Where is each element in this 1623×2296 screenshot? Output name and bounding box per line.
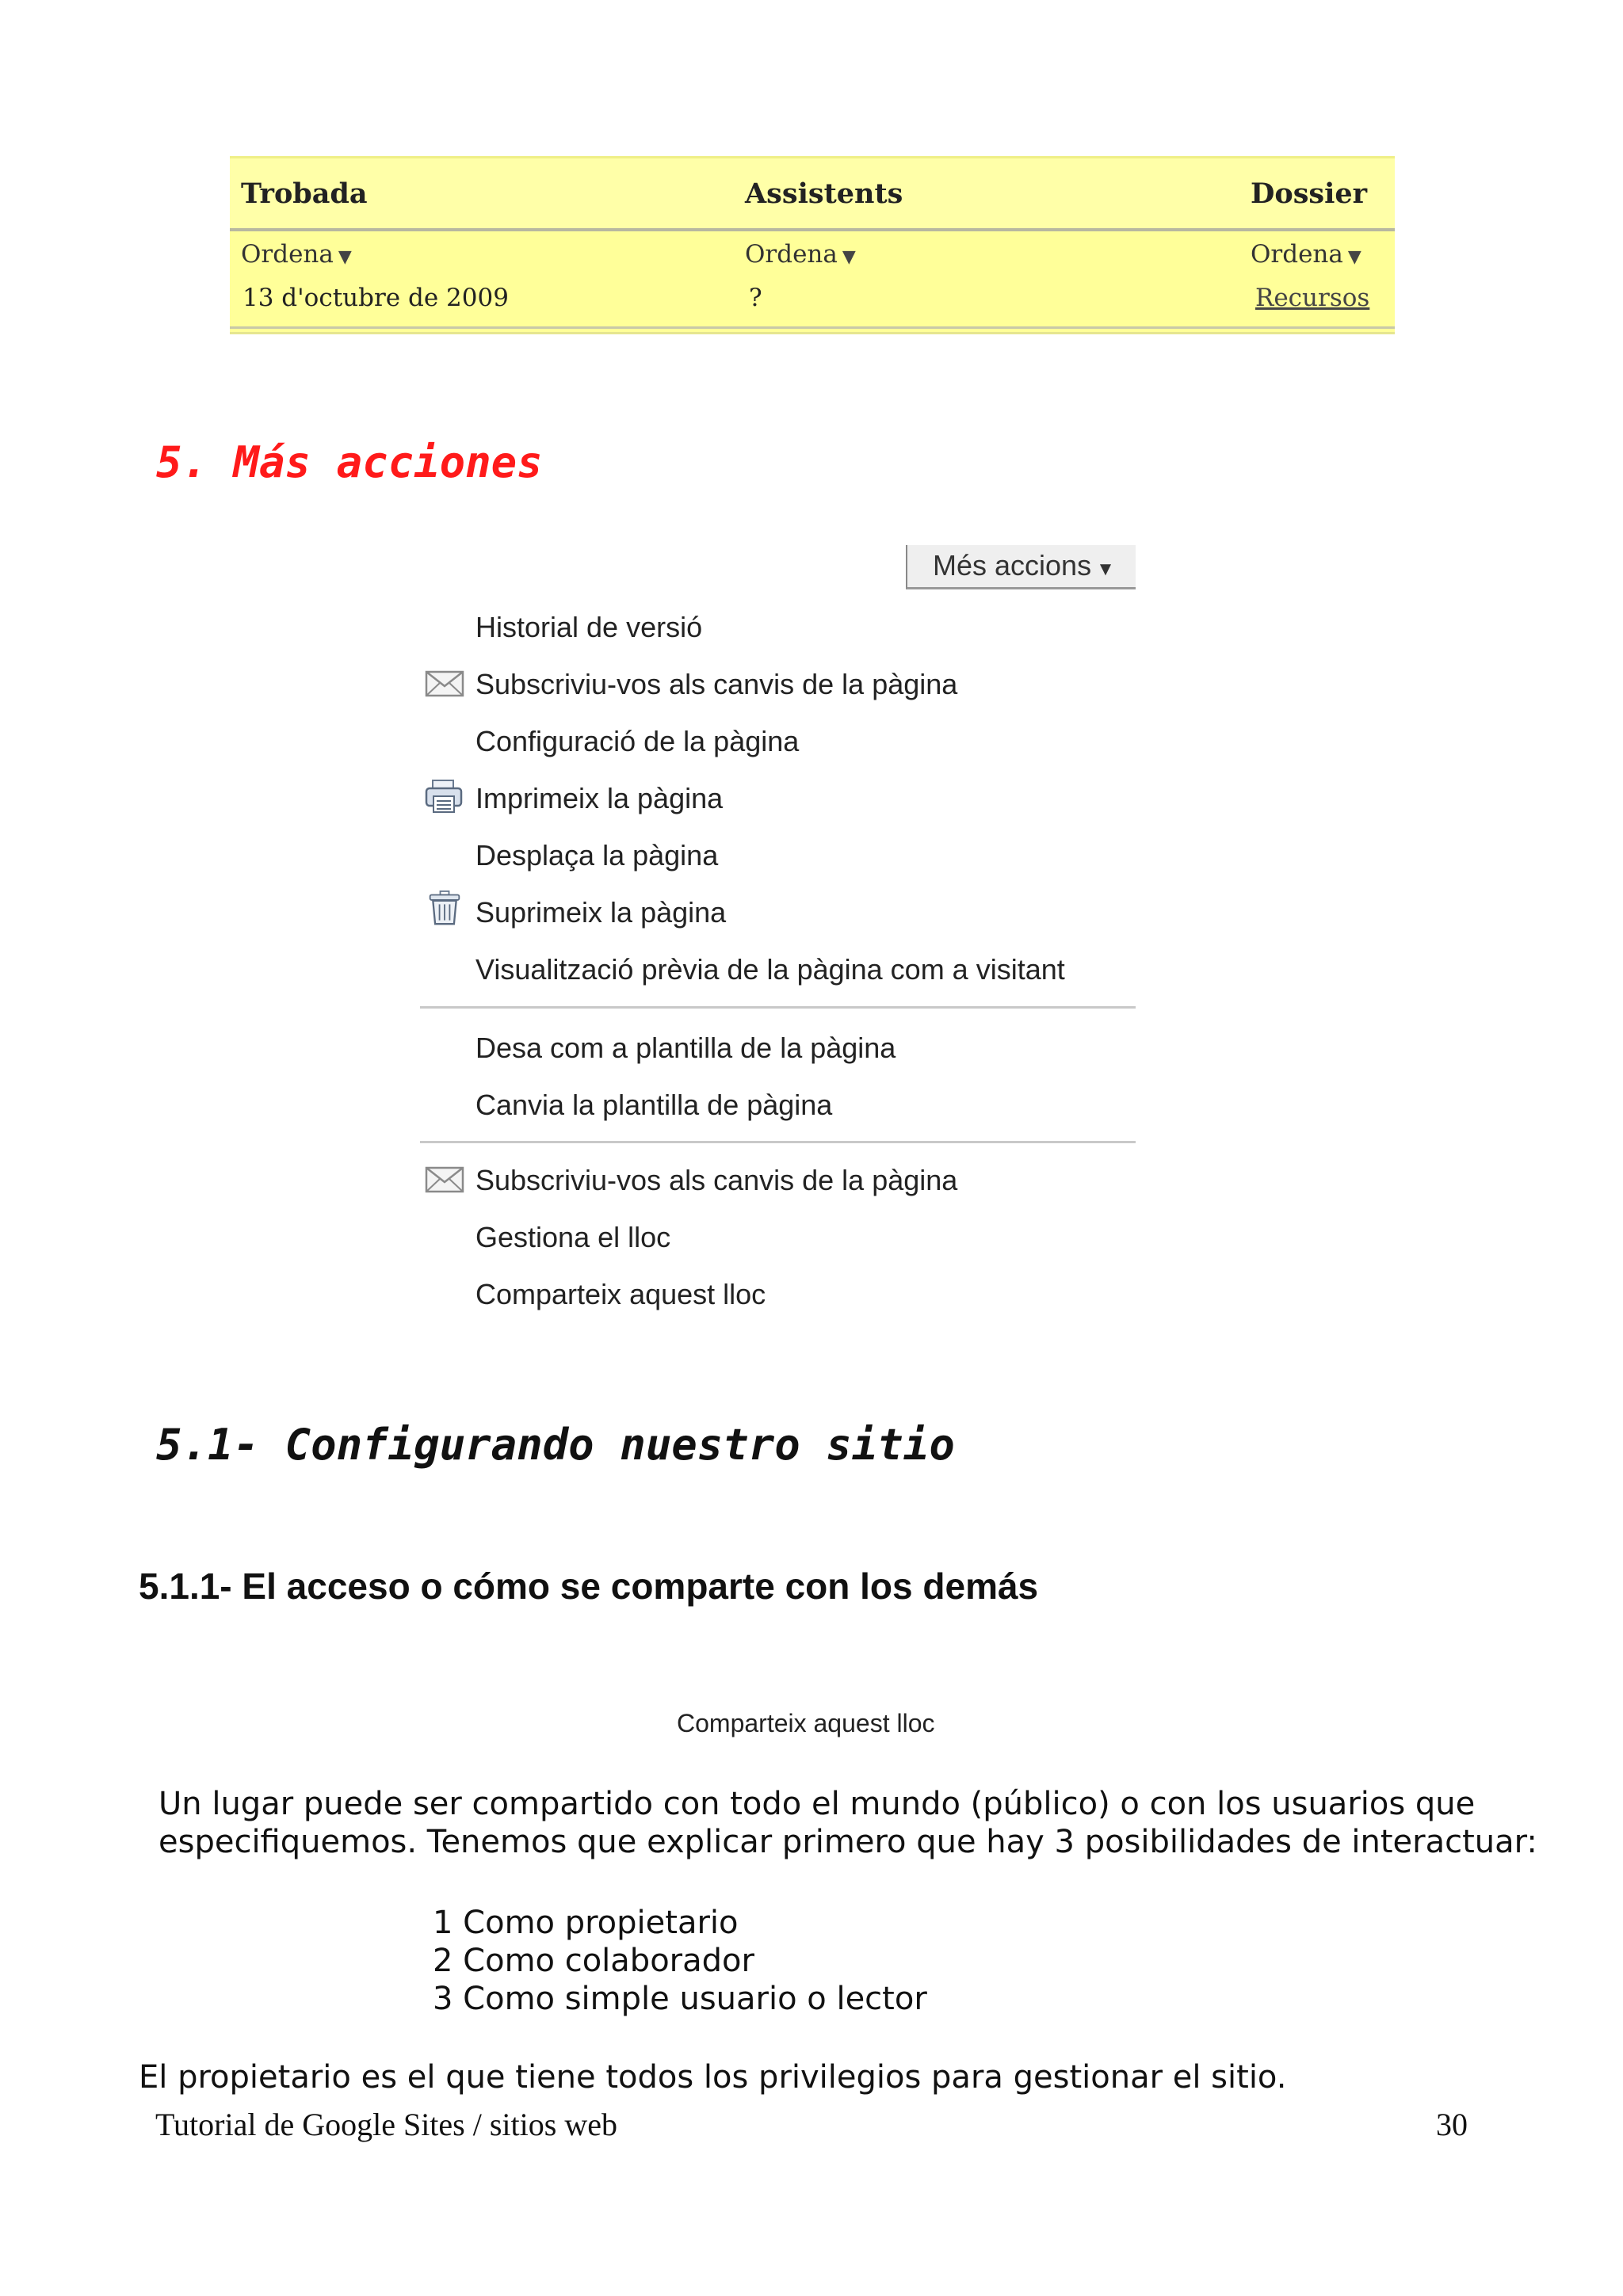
subsubsection-title: 5.1.1- El acceso o cómo se comparte con los demás <box>139 1566 1039 1607</box>
caret-down-icon: ▼ <box>1347 247 1361 267</box>
menu-item-save-as-template[interactable]: Desa com a plantilla de la pàgina <box>475 1032 896 1064</box>
menu-divider <box>420 1141 1136 1143</box>
sort-trobada[interactable] <box>241 240 352 269</box>
paragraph-line: Un lugar puede ser compartido con todo el mundo (público) o con los usuarios que <box>158 1786 1476 1822</box>
more-actions-label: Més accions <box>933 549 1092 582</box>
closing-paragraph: El propietario es el que tiene todos los privilegios para gestionar el sitio. <box>139 2059 1287 2096</box>
share-site-caption: Comparteix aquest lloc <box>677 1709 935 1737</box>
menu-item-version-history[interactable]: Historial de versió <box>475 611 703 643</box>
caret-down-icon: ▼ <box>842 247 856 267</box>
menu-item-preview-as-visitor[interactable]: Visualització prèvia de la pàgina com a visitant <box>475 953 1065 986</box>
menu-item-share-site[interactable]: Comparteix aquest lloc <box>475 1278 766 1310</box>
menu-item-change-template[interactable]: Canvia la plantilla de pàgina <box>475 1089 833 1121</box>
page-number: 30 <box>1436 2107 1468 2142</box>
table-cell-trobada: 13 d'octubre de 2009 <box>242 284 509 312</box>
menu-item-subscribe-page[interactable]: Subscriviu-vos als canvis de la pàgina <box>475 668 958 700</box>
menu-item-manage-site[interactable]: Gestiona el lloc <box>475 1221 671 1253</box>
column-header-trobada[interactable]: Trobada <box>241 177 368 210</box>
list-item: 2 Como colaborador <box>433 1943 754 1979</box>
row-divider <box>230 326 1395 329</box>
caret-down-icon: ▼ <box>338 247 352 267</box>
trash-icon <box>424 891 465 925</box>
menu-item-print-page[interactable]: Imprimeix la pàgina <box>475 782 724 814</box>
sort-label: Ordena <box>745 240 838 269</box>
section-title: 5. Más acciones <box>156 437 543 487</box>
menu-item-move-page[interactable]: Desplaça la pàgina <box>475 839 719 871</box>
envelope-icon <box>424 667 465 702</box>
column-header-dossier[interactable]: Dossier <box>1251 177 1368 210</box>
subsection-title: 5.1- Configurando nuestro sitio <box>156 1420 955 1470</box>
more-actions-button[interactable] <box>906 545 1136 589</box>
menu-divider <box>420 1006 1136 1009</box>
menu-item-delete-page[interactable]: Suprimeix la pàgina <box>475 896 727 929</box>
paragraph-line: especifiquemos. Tenemos que explicar primero que hay 3 posibilidades de interactuar: <box>158 1824 1537 1860</box>
recursos-link[interactable]: Recursos <box>1255 284 1370 312</box>
table-cell-assistents: ? <box>749 284 762 312</box>
menu-item-page-settings[interactable]: Configuració de la pàgina <box>475 725 800 757</box>
menu-item-subscribe-site[interactable]: Subscriviu-vos als canvis de la pàgina <box>475 1164 958 1196</box>
meetings-table <box>230 156 1395 334</box>
list-item: 1 Como propietario <box>433 1905 739 1941</box>
sort-label: Ordena <box>1251 240 1343 269</box>
sort-assistents[interactable] <box>745 240 856 269</box>
caret-down-icon: ▼ <box>1096 559 1115 580</box>
printer-icon <box>424 779 465 814</box>
sort-label: Ordena <box>241 240 334 269</box>
column-header-assistents[interactable]: Assistents <box>745 177 903 210</box>
list-item: 3 Como simple usuario o lector <box>433 1981 927 2017</box>
sort-dossier[interactable] <box>1251 240 1361 269</box>
envelope-icon <box>424 1163 465 1198</box>
footer-title: Tutorial de Google Sites / sitios web <box>155 2107 617 2142</box>
